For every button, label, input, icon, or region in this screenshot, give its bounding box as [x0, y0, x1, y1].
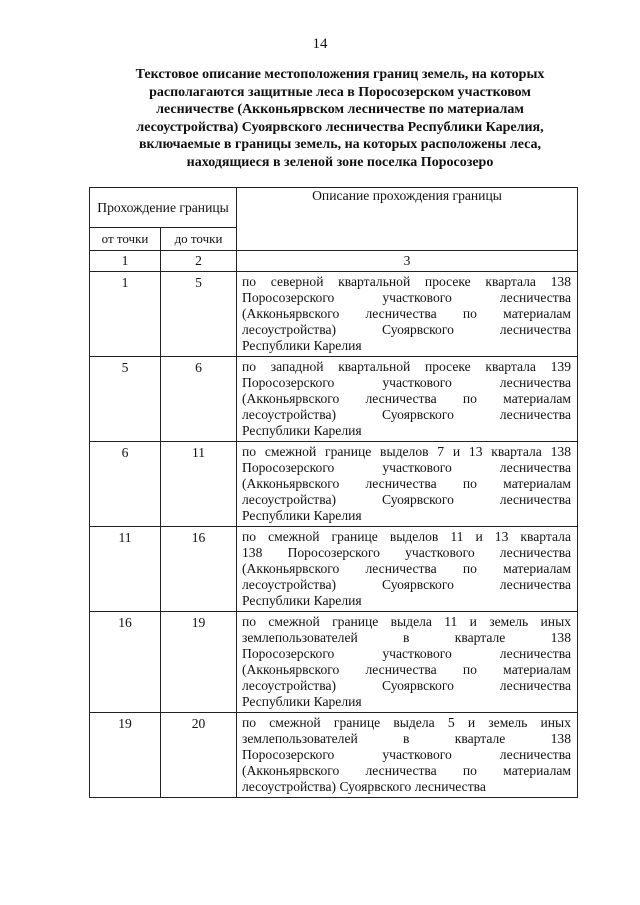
description-line: Поросозерского участкового лесничества	[242, 290, 571, 305]
table-row	[90, 713, 578, 798]
description-line: лесоустройства) Суоярвского лесничества	[242, 779, 486, 794]
from-point-cell: 1	[90, 272, 161, 357]
table-row	[90, 272, 578, 357]
from-point-cell: 19	[90, 713, 161, 798]
description-line: Республики Карелия	[242, 508, 362, 523]
description-cell	[237, 713, 578, 798]
column-number: 2	[161, 251, 237, 272]
description-line: по северной квартальной просеке квартала 138	[242, 274, 571, 289]
description-line: лесоустройства) Суоярвского лесничества	[242, 577, 571, 592]
description-line: (Акконьярвского лесничества по материалам	[242, 561, 571, 576]
description-line: землепользователей в квартале 138	[242, 630, 571, 645]
table-row	[90, 357, 578, 442]
description-line: (Акконьярвского лесничества по материалам	[242, 763, 571, 778]
description-line: Поросозерского участкового лесничества	[242, 460, 571, 475]
to-point-cell: 11	[161, 442, 237, 527]
boundary-table	[89, 187, 578, 798]
description-line: по западной квартальной просеке квартала 139	[242, 359, 571, 374]
table-row	[90, 442, 578, 527]
from-point-cell: 16	[90, 612, 161, 713]
column-number: 1	[90, 251, 161, 272]
table-row	[90, 527, 578, 612]
description-line: Республики Карелия	[242, 423, 362, 438]
description-line: по смежной границе выделов 11 и 13 квартала	[242, 529, 571, 544]
header-description: Описание прохождения границы	[237, 188, 578, 251]
description-line: Поросозерского участкового лесничества	[242, 375, 571, 390]
description-cell	[237, 272, 578, 357]
title-line: Текстовое описание местоположения границ земель, на которых	[135, 67, 545, 82]
document-title	[95, 66, 585, 171]
description-line: лесоустройства) Суоярвского лесничества	[242, 492, 571, 507]
description-line: (Акконьярвского лесничества по материалам	[242, 662, 571, 677]
description-cell	[237, 612, 578, 713]
header-from-point: от точки	[90, 228, 161, 251]
description-line: лесоустройства) Суоярвского лесничества	[242, 678, 571, 693]
column-number: 3	[237, 251, 578, 272]
description-line: лесоустройства) Суоярвского лесничества	[242, 407, 571, 422]
description-line: Республики Карелия	[242, 593, 362, 608]
header-to-point: до точки	[161, 228, 237, 251]
to-point-cell: 5	[161, 272, 237, 357]
description-line: Поросозерского участкового лесничества	[242, 646, 571, 661]
title-line: лесоустройства) Суоярвского лесничества Республики Карелия,	[136, 119, 544, 135]
title-line: располагаются защитные леса в Поросозерском участковом	[149, 84, 531, 100]
description-line: Республики Карелия	[242, 338, 362, 353]
page-number: 14	[312, 36, 328, 52]
description-line: (Акконьярвского лесничества по материалам	[242, 306, 571, 321]
to-point-cell: 19	[161, 612, 237, 713]
description-cell	[237, 442, 578, 527]
description-line: по смежной границе выдела 11 и земель иных	[242, 614, 571, 629]
title-line: находящиеся в зеленой зоне поселка Поросозеро	[186, 154, 494, 170]
description-line: (Акконьярвского лесничества по материалам	[242, 476, 571, 491]
description-line: по смежной границе выделов 7 и 13 квартала 138	[242, 444, 571, 459]
description-line: (Акконьярвского лесничества по материалам	[242, 391, 571, 406]
description-line: землепользователей в квартале 138	[242, 731, 571, 746]
description-line: Республики Карелия	[242, 694, 362, 709]
title-line: включаемые в границы земель, на которых расположены леса,	[139, 137, 541, 152]
description-cell	[237, 527, 578, 612]
title-line: лесничестве (Акконьярвском лесничестве по материалам	[156, 102, 524, 117]
table-row	[90, 612, 578, 713]
from-point-cell: 11	[90, 527, 161, 612]
from-point-cell: 5	[90, 357, 161, 442]
description-cell	[237, 357, 578, 442]
header-passage: Прохождение границы	[90, 188, 237, 228]
description-line: 138 Поросозерского участкового лесничества	[242, 545, 571, 560]
description-line: по смежной границе выдела 5 и земель иных	[242, 715, 571, 730]
to-point-cell: 20	[161, 713, 237, 798]
from-point-cell: 6	[90, 442, 161, 527]
to-point-cell: 6	[161, 357, 237, 442]
description-line: Поросозерского участкового лесничества	[242, 747, 571, 762]
to-point-cell: 16	[161, 527, 237, 612]
description-line: лесоустройства) Суоярвского лесничества	[242, 322, 571, 337]
